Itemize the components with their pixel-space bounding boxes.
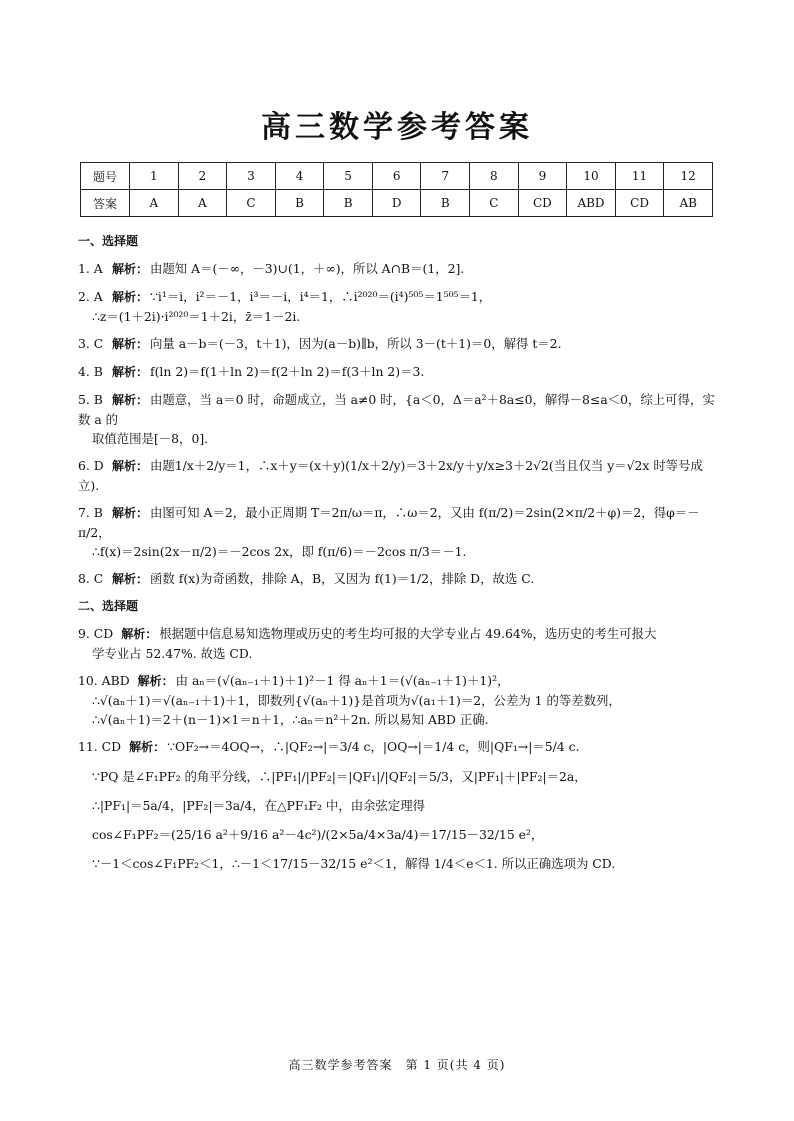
question-number: 1. A <box>78 261 103 276</box>
table-cell: C <box>470 190 519 217</box>
answer-table <box>80 162 713 217</box>
table-cell: 答案 <box>81 190 130 217</box>
table-cell: 1 <box>130 163 179 190</box>
question-2 <box>78 287 718 326</box>
question-3 <box>78 334 718 354</box>
solution-line: ∵－1＜cos∠F₁PF₂＜1，∴－1＜17/15－32/15 e²＜1，解得 1/4＜e＜1. 所以正确选项为 CD. <box>92 856 616 871</box>
question-number: 7. B <box>78 505 103 520</box>
table-cell: A <box>130 190 179 217</box>
question-number: 4. B <box>78 364 103 379</box>
question-11 <box>78 737 718 873</box>
question-number: 9. CD <box>78 626 114 641</box>
solution-line: ∵i¹＝i，i²＝－1，i³＝－i，i⁴＝1，∴i²⁰²⁰＝(i⁴)⁵⁰⁵＝1⁵⁰⁵＝1， <box>150 289 492 304</box>
analysis-label: 解析： <box>112 337 149 351</box>
table-cell: 12 <box>664 163 713 190</box>
table-cell: 2 <box>178 163 227 190</box>
table-cell: A <box>178 190 227 217</box>
solution-line: 向量 a－b＝(－3，t＋1)，因为(a－b)∥b，所以 3－(t＋1)＝0，解得 t＝2. <box>150 336 562 351</box>
solution-line: 由图可知 A＝2，最小正周期 T＝2π/ω＝π，∴ω＝2，又由 f(π/2)＝2sin(2×π/2＋φ)＝2，得φ＝－π/2， <box>78 505 700 540</box>
solution-line: ∴z＝(1＋2i)·i²⁰²⁰＝1＋2i，z̄＝1－2i. <box>92 309 301 324</box>
table-cell: 3 <box>227 163 276 190</box>
section-heading: 一、选择题 <box>78 234 139 248</box>
table-cell: 5 <box>324 163 373 190</box>
solution-line: ∴f(x)＝2sin(2x－π/2)＝－2cos 2x，即 f(π/6)＝－2cos π/3＝－1. <box>92 544 467 559</box>
solution-line: ∴|PF₁|＝5a/4，|PF₂|＝3a/4，在△PF₁F₂ 中，由余弦定理得 <box>92 798 426 813</box>
solution-line: 取值范围是[－8，0]. <box>92 431 209 446</box>
solution-line: 由 aₙ＝(√(aₙ₋₁＋1)＋1)²－1 得 aₙ＋1＝(√(aₙ₋₁＋1)＋1)²， <box>175 673 510 688</box>
question-number: 11. CD <box>78 739 122 754</box>
question-number: 8. C <box>78 571 104 586</box>
table-cell: C <box>227 190 276 217</box>
question-number: 3. C <box>78 336 104 351</box>
section-heading: 二、选择题 <box>78 599 139 613</box>
solution-line: 由题意，当 a＝0 时，命题成立，当 a≠0 时，{a＜0，Δ＝a²＋8a≤0，解得－8≤a＜0，综上可得，实数 a 的 <box>78 392 715 427</box>
question-9 <box>78 624 718 663</box>
analysis-label: 解析： <box>129 740 166 754</box>
table-cell: 7 <box>421 163 470 190</box>
solution-line: ∴√(aₙ＋1)＝√(aₙ₋₁＋1)＋1，即数列{√(aₙ＋1)}是首项为√(a₁＋1)＝2，公差为 1 的等差数列， <box>92 693 621 708</box>
solution-line: 学专业占 52.47%. 故选 CD. <box>92 646 253 661</box>
question-5 <box>78 390 718 448</box>
analysis-label: 解析： <box>112 290 149 304</box>
page-title: 高三数学参考答案 <box>261 110 533 145</box>
solution-line: ∴√(aₙ＋1)＝2＋(n－1)×1＝n＋1，∴aₙ＝n²＋2n. 所以易知 ABD 正确. <box>92 712 489 727</box>
table-cell: 8 <box>470 163 519 190</box>
question-number: 10. ABD <box>78 673 130 688</box>
analysis-label: 解析： <box>112 459 149 473</box>
analysis-label: 解析： <box>137 674 174 688</box>
analysis-label: 解析： <box>121 627 158 641</box>
solution-line: 根据题中信息易知选物理或历史的考生均可报的大学专业占 49.64%，选历史的考生可报大 <box>159 626 657 641</box>
table-cell: 4 <box>275 163 324 190</box>
table-cell: B <box>421 190 470 217</box>
solution-line: ∵OF₂→＝4OQ→，∴|QF₂→|＝3/4 c，|OQ→|＝1/4 c，则|QF₁→|＝5/4 c. <box>167 739 580 754</box>
analysis-label: 解析： <box>112 506 149 520</box>
analysis-label: 解析： <box>112 393 149 407</box>
analysis-label: 解析： <box>112 572 149 586</box>
table-cell: B <box>324 190 373 217</box>
question-4 <box>78 362 718 382</box>
table-row-header <box>81 163 713 190</box>
analysis-label: 解析： <box>112 262 149 276</box>
solution-line: 由题知 A＝(－∞，－3)∪(1，＋∞)，所以 A∩B＝(1，2]. <box>150 261 465 276</box>
table-cell: 10 <box>567 163 616 190</box>
solution-line: f(ln 2)＝f(1＋ln 2)＝f(2＋ln 2)＝f(3＋ln 2)＝3. <box>150 364 425 379</box>
solution-line: 由题1/x＋2/y＝1，∴x＋y＝(x＋y)(1/x＋2/y)＝3＋2x/y＋y/x≥3＋2√2(当且仅当 y＝√2x 时等号成立). <box>78 458 703 493</box>
solution-line: cos∠F₁PF₂＝(25/16 a²＋9/16 a²－4c²)/(2×5a/4×3a/4)＝17/15－32/15 e²， <box>92 827 544 842</box>
solution-line: 函数 f(x)为奇函数，排除 A，B，又因为 f(1)＝1/2，排除 D，故选 C. <box>150 571 535 586</box>
question-10 <box>78 671 718 729</box>
question-7 <box>78 503 718 561</box>
question-6 <box>78 456 718 495</box>
table-cell: CD <box>615 190 664 217</box>
page-footer: 高三数学参考答案 第 1 页(共 4 页) <box>288 1058 506 1072</box>
question-number: 6. D <box>78 458 104 473</box>
table-cell: CD <box>518 190 567 217</box>
table-cell: 题号 <box>81 163 130 190</box>
table-row-answers <box>81 190 713 217</box>
question-number: 2. A <box>78 289 103 304</box>
table-cell: AB <box>664 190 713 217</box>
table-cell: D <box>372 190 421 217</box>
question-8 <box>78 569 718 589</box>
table-cell: 6 <box>372 163 421 190</box>
question-number: 5. B <box>78 392 103 407</box>
table-cell: ABD <box>567 190 616 217</box>
table-cell: 11 <box>615 163 664 190</box>
table-cell: B <box>275 190 324 217</box>
table-cell: 9 <box>518 163 567 190</box>
solutions-content <box>78 228 718 881</box>
question-1 <box>78 259 718 279</box>
solution-line: ∵PQ 是∠F₁PF₂ 的角平分线，∴|PF₁|/|PF₂|＝|QF₁|/|QF₂|＝5/3，又|PF₁|＋|PF₂|＝2a， <box>92 769 587 784</box>
analysis-label: 解析： <box>112 365 149 379</box>
